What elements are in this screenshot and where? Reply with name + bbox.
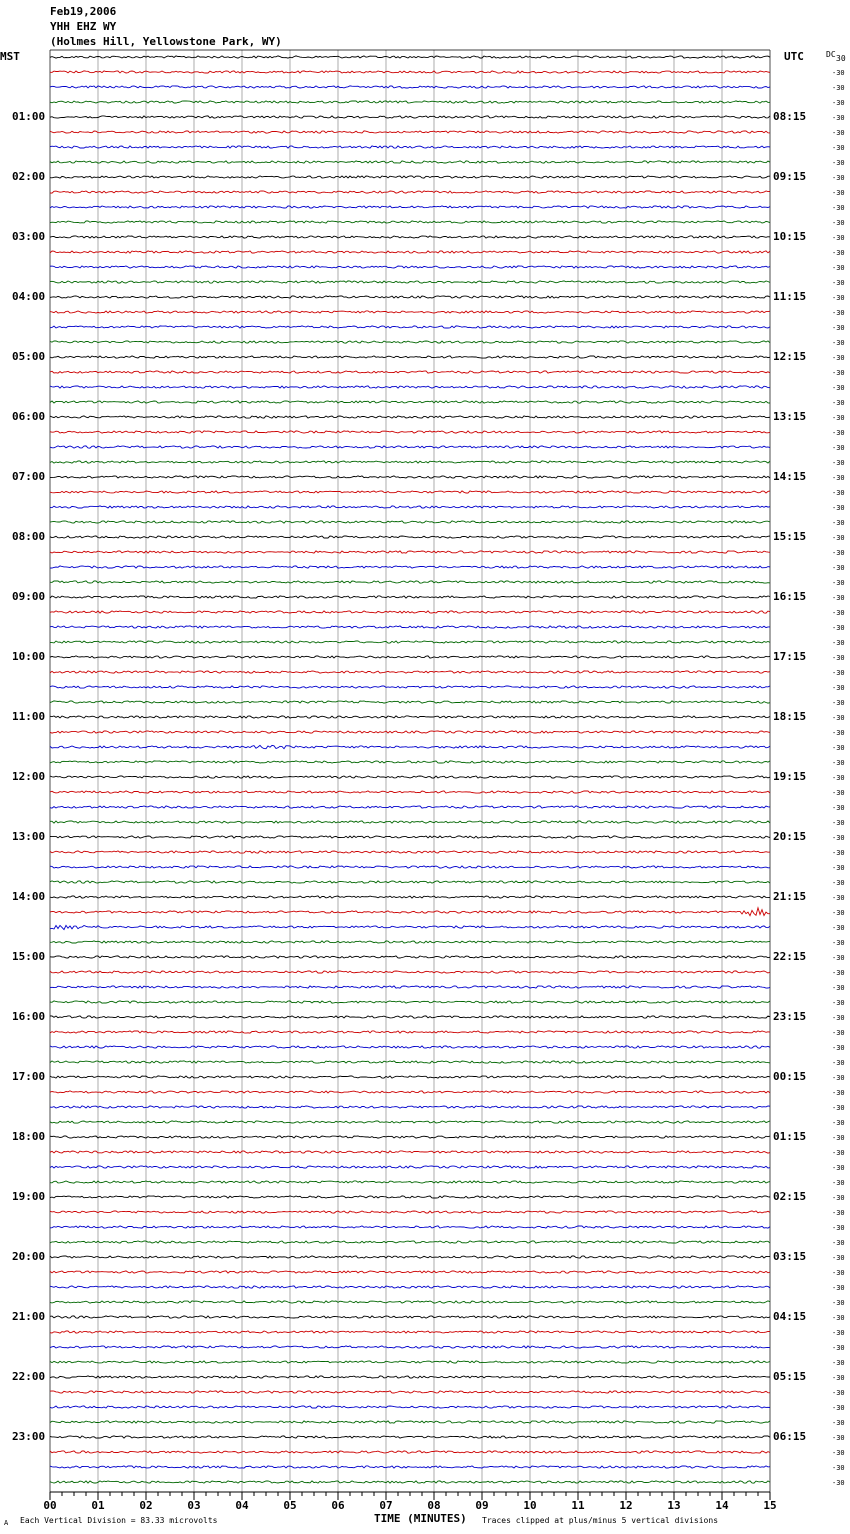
trace-offset-label: -30: [832, 1089, 845, 1097]
right-hour-label: 01:15: [773, 1130, 807, 1143]
trace-offset-label: -30: [832, 804, 845, 812]
trace-offset-label: -30: [832, 99, 845, 107]
trace-offset-label: -30: [832, 1239, 845, 1247]
trace-44: [50, 716, 770, 718]
trace-offset-label: -30: [832, 684, 845, 692]
trace-11: [50, 221, 770, 223]
trace-59: [50, 941, 770, 943]
corner-mark: A: [4, 1519, 9, 1527]
trace-35: [50, 581, 770, 583]
trace-offset-label: -30: [832, 1284, 845, 1292]
trace-80: [50, 1256, 770, 1258]
trace-offset-label: -30: [832, 1074, 845, 1082]
trace-offset-label: -30: [832, 849, 845, 857]
trace-offset-label: -30: [832, 204, 845, 212]
station-code: YHH EHZ WY: [50, 20, 117, 33]
trace-89: [50, 1391, 770, 1393]
trace-12: [50, 236, 770, 238]
trace-72: [50, 1136, 770, 1138]
x-tick-label: 04: [235, 1499, 249, 1512]
left-hour-label: 13:00: [12, 830, 46, 843]
trace-offset-label: -30: [832, 1209, 845, 1217]
right-hour-label: 03:15: [773, 1250, 807, 1263]
trace-37: [50, 611, 770, 613]
trace-33: [50, 551, 770, 553]
trace-47: [50, 761, 770, 763]
trace-77: [50, 1211, 770, 1213]
trace-offset-label: -30: [832, 534, 845, 542]
left-hour-label: 15:00: [12, 950, 46, 963]
left-hour-label: 19:00: [12, 1190, 46, 1203]
trace-85: [50, 1331, 770, 1333]
left-hour-label: 08:00: [12, 530, 46, 543]
trace-90: [50, 1406, 770, 1408]
trace-45: [50, 731, 770, 733]
right-hour-label: 21:15: [773, 890, 807, 903]
trace-offset-label: -30: [832, 789, 845, 797]
trace-31: [50, 521, 770, 523]
trace-27: [50, 461, 770, 463]
trace-95: [50, 1481, 770, 1483]
left-hour-label: 17:00: [12, 1070, 46, 1083]
left-hour-label: 03:00: [12, 230, 46, 243]
trace-23: [50, 401, 770, 403]
trace-14: [50, 266, 770, 268]
left-timezone-label: MST: [0, 50, 20, 63]
trace-offset-label: -30: [832, 1029, 845, 1037]
trace-7: [50, 161, 770, 163]
x-tick-label: 07: [379, 1499, 393, 1512]
trace-61: [50, 971, 770, 973]
x-tick-label: 02: [139, 1499, 153, 1512]
right-hour-label: 18:15: [773, 710, 807, 723]
trace-34: [50, 566, 770, 568]
trace-offset-label: -30: [832, 429, 845, 437]
left-hour-label: 06:00: [12, 410, 46, 423]
trace-78: [50, 1226, 770, 1228]
trace-74: [50, 1166, 770, 1168]
left-hour-label: 07:00: [12, 470, 46, 483]
x-tick-label: 11: [571, 1499, 585, 1512]
x-tick-label: 06: [331, 1499, 345, 1512]
trace-52: [50, 836, 770, 838]
trace-offset-label: -30: [832, 1434, 845, 1442]
right-hour-label: 12:15: [773, 350, 807, 363]
left-hour-label: 02:00: [12, 170, 46, 183]
record-date: Feb19,2006: [50, 5, 117, 18]
trace-offset-label: -30: [832, 294, 845, 302]
trace-offset-label: -30: [832, 309, 845, 317]
trace-0: [50, 56, 770, 58]
trace-40: [50, 656, 770, 658]
trace-offset-label: -30: [832, 1269, 845, 1277]
trace-5: [50, 131, 770, 133]
trace-38: [50, 626, 770, 628]
trace-offset-label: -30: [832, 1329, 845, 1337]
trace-offset-label: -30: [832, 1449, 845, 1457]
trace-42: [50, 686, 770, 688]
trace-57: [50, 908, 770, 916]
trace-offset-label: -30: [832, 114, 845, 122]
trace-offset-label: -30: [832, 1179, 845, 1187]
trace-group: [50, 56, 770, 1483]
trace-67: [50, 1061, 770, 1063]
left-hour-label: 21:00: [12, 1310, 46, 1323]
trace-64: [50, 1016, 770, 1018]
trace-86: [50, 1346, 770, 1348]
trace-offset-label: -30: [832, 969, 845, 977]
trace-71: [50, 1121, 770, 1123]
trace-offset-label: -30: [832, 924, 845, 932]
trace-46: [50, 745, 770, 748]
trace-9: [50, 191, 770, 193]
x-tick-label: 08: [427, 1499, 441, 1512]
trace-26: [50, 446, 770, 448]
trace-13: [50, 251, 770, 253]
trace-68: [50, 1076, 770, 1078]
trace-offset-label: -30: [832, 1059, 845, 1067]
trace-offset-label: -30: [832, 279, 845, 287]
trace-58: [50, 925, 770, 929]
left-hour-label: 20:00: [12, 1250, 46, 1263]
trace-offset-label: -30: [832, 654, 845, 662]
trace-offset-label: -30: [832, 1224, 845, 1232]
right-hour-label: 11:15: [773, 290, 807, 303]
trace-2: [50, 86, 770, 88]
trace-22: [50, 386, 770, 388]
time-axis: [43, 1492, 776, 1512]
trace-offset-label: -30: [832, 879, 845, 887]
left-hour-label: 18:00: [12, 1130, 46, 1143]
trace-offset-label: -30: [832, 249, 845, 257]
x-tick-label: 15: [763, 1499, 777, 1512]
trace-65: [50, 1031, 770, 1033]
left-hour-label: 12:00: [12, 770, 46, 783]
trace-63: [50, 1001, 770, 1003]
clip-note: Traces clipped at plus/minus 5 vertical divisions: [482, 1516, 719, 1525]
trace-18: [50, 326, 770, 328]
trace-offset-label: -30: [832, 819, 845, 827]
right-hour-label: 00:15: [773, 1070, 807, 1083]
trace-offset-label: -30: [832, 1404, 845, 1412]
trace-offset-label: -30: [832, 1464, 845, 1472]
trace-56: [50, 896, 770, 898]
right-hour-label: 22:15: [773, 950, 807, 963]
trace-offset-label: -30: [832, 84, 845, 92]
trace-offset-label: -30: [832, 579, 845, 587]
trace-62: [50, 986, 770, 988]
trace-offset-label: -30: [832, 609, 845, 617]
trace-92: [50, 1436, 770, 1438]
right-hour-label: 17:15: [773, 650, 807, 663]
x-tick-label: 13: [667, 1499, 681, 1512]
trace-offset-label: -30: [832, 474, 845, 482]
trace-offset-label: -30: [832, 519, 845, 527]
trace-offset-label: -30: [832, 504, 845, 512]
trace-offset-label: -30: [832, 594, 845, 602]
trace-73: [50, 1151, 770, 1153]
trace-offset-label: -30: [832, 1044, 845, 1052]
right-hour-label: 23:15: [773, 1010, 807, 1023]
trace-offset-label: -30: [832, 699, 845, 707]
trace-offset-label: -30: [832, 444, 845, 452]
trace-69: [50, 1091, 770, 1093]
trace-offset-label: -30: [832, 1299, 845, 1307]
right-hour-label: 13:15: [773, 410, 807, 423]
trace-offset-label: -30: [832, 1014, 845, 1022]
trace-offset-label: -30: [832, 564, 845, 572]
trace-32: [50, 536, 770, 538]
x-tick-label: 05: [283, 1499, 297, 1512]
left-hour-label: 05:00: [12, 350, 46, 363]
trace-70: [50, 1106, 770, 1108]
right-hour-label: 14:15: [773, 470, 807, 483]
trace-29: [50, 491, 770, 493]
trace-91: [50, 1421, 770, 1423]
x-tick-label: 01: [91, 1499, 105, 1512]
trace-offset-label: -30: [832, 1134, 845, 1142]
trace-41: [50, 671, 770, 673]
trace-16: [50, 296, 770, 298]
trace-51: [50, 821, 770, 823]
trace-81: [50, 1271, 770, 1273]
right-hour-label: 16:15: [773, 590, 807, 603]
trace-offset-label: -30: [832, 69, 845, 77]
trace-54: [50, 866, 770, 868]
trace-offset-label: -30: [832, 399, 845, 407]
trace-28: [50, 476, 770, 478]
trace-offset-label: -30: [832, 174, 845, 182]
trace-60: [50, 956, 770, 958]
trace-53: [50, 851, 770, 853]
trace-75: [50, 1181, 770, 1183]
trace-50: [50, 806, 770, 808]
trace-39: [50, 641, 770, 643]
trace-20: [50, 356, 770, 358]
right-hour-label: 06:15: [773, 1430, 807, 1443]
x-tick-label: 10: [523, 1499, 537, 1512]
trace-offset-label: -30: [832, 324, 845, 332]
trace-offset-label: -30: [832, 864, 845, 872]
x-tick-label: 09: [475, 1499, 489, 1512]
trace-17: [50, 311, 770, 313]
trace-offset-label: -30: [832, 1419, 845, 1427]
trace-offset-label: -30: [832, 714, 845, 722]
trace-offset-label: -30: [832, 1344, 845, 1352]
trace-offset-label: -30: [832, 264, 845, 272]
left-hour-label: 11:00: [12, 710, 46, 723]
trace-offset-label: -30: [832, 1389, 845, 1397]
dc-top-value: 30: [836, 54, 846, 63]
trace-offset-label: -30: [832, 909, 845, 917]
left-hour-label: 01:00: [12, 110, 46, 123]
right-hour-label: 08:15: [773, 110, 807, 123]
trace-87: [50, 1361, 770, 1363]
trace-offset-label: -30: [832, 1164, 845, 1172]
left-hour-label: 23:00: [12, 1430, 46, 1443]
trace-offset-label: -30: [832, 759, 845, 767]
trace-offset-label: -30: [832, 354, 845, 362]
trace-21: [50, 371, 770, 373]
trace-84: [50, 1316, 770, 1318]
trace-offset-label: -30: [832, 954, 845, 962]
right-hour-label: 20:15: [773, 830, 807, 843]
trace-25: [50, 431, 770, 433]
trace-offset-label: -30: [832, 549, 845, 557]
trace-offset-label: -30: [832, 639, 845, 647]
right-hour-label: 05:15: [773, 1370, 807, 1383]
trace-offset-label: -30: [832, 369, 845, 377]
trace-83: [50, 1301, 770, 1303]
trace-offset-label: -30: [832, 834, 845, 842]
right-timezone-label: UTC: [784, 50, 804, 63]
right-hour-label: 02:15: [773, 1190, 807, 1203]
trace-offset-label: -30: [832, 459, 845, 467]
right-hour-label: 04:15: [773, 1310, 807, 1323]
trace-offset-label: -30: [832, 144, 845, 152]
trace-offset-label: -30: [832, 1314, 845, 1322]
trace-offset-label: -30: [832, 624, 845, 632]
trace-93: [50, 1451, 770, 1453]
trace-43: [50, 701, 770, 703]
trace-48: [50, 776, 770, 778]
station-location: (Holmes Hill, Yellowstone Park, WY): [50, 35, 282, 48]
trace-offset-label: -30: [832, 189, 845, 197]
trace-94: [50, 1466, 770, 1468]
trace-offset-label: -30: [832, 129, 845, 137]
right-hour-label: 10:15: [773, 230, 807, 243]
trace-offset-label: -30: [832, 489, 845, 497]
x-tick-label: 12: [619, 1499, 633, 1512]
trace-offset-label: -30: [832, 999, 845, 1007]
trace-offset-label: -30: [832, 939, 845, 947]
left-hour-label: 04:00: [12, 290, 46, 303]
trace-15: [50, 281, 770, 283]
trace-offset-label: -30: [832, 234, 845, 242]
trace-8: [50, 176, 770, 178]
trace-3: [50, 101, 770, 103]
trace-66: [50, 1046, 770, 1048]
trace-offset-label: -30: [832, 1359, 845, 1367]
x-tick-label: 14: [715, 1499, 729, 1512]
trace-offset-label: -30: [832, 669, 845, 677]
trace-offset-label: -30: [832, 1479, 845, 1487]
right-hour-label: 09:15: [773, 170, 807, 183]
left-hour-label: 16:00: [12, 1010, 46, 1023]
trace-36: [50, 596, 770, 598]
right-hour-label: 19:15: [773, 770, 807, 783]
trace-offset-label: -30: [832, 219, 845, 227]
x-axis-label: TIME (MINUTES): [374, 1512, 467, 1525]
trace-30: [50, 506, 770, 508]
trace-6: [50, 146, 770, 148]
trace-offset-label: -30: [832, 744, 845, 752]
trace-offset-label: -30: [832, 774, 845, 782]
trace-offset-label: -30: [832, 384, 845, 392]
trace-82: [50, 1286, 770, 1288]
trace-offset-label: -30: [832, 1374, 845, 1382]
dc-offset-labels: [832, 69, 845, 1487]
trace-88: [50, 1376, 770, 1378]
trace-offset-label: -30: [832, 894, 845, 902]
trace-1: [50, 71, 770, 73]
trace-offset-label: -30: [832, 984, 845, 992]
right-hour-label: 15:15: [773, 530, 807, 543]
left-hour-label: 10:00: [12, 650, 46, 663]
trace-offset-label: -30: [832, 1194, 845, 1202]
trace-offset-label: -30: [832, 339, 845, 347]
x-tick-label: 00: [43, 1499, 57, 1512]
trace-49: [50, 791, 770, 793]
left-hour-label: 09:00: [12, 590, 46, 603]
trace-19: [50, 341, 770, 343]
trace-55: [50, 881, 770, 883]
trace-10: [50, 206, 770, 208]
left-hour-label: 22:00: [12, 1370, 46, 1383]
trace-76: [50, 1196, 770, 1198]
scale-note: Each Vertical Division = 83.33 microvolts: [20, 1516, 218, 1525]
trace-offset-label: -30: [832, 1254, 845, 1262]
trace-offset-label: -30: [832, 159, 845, 167]
trace-offset-label: -30: [832, 1149, 845, 1157]
left-hour-label: 14:00: [12, 890, 46, 903]
x-tick-label: 03: [187, 1499, 201, 1512]
dc-label: DC: [826, 50, 836, 59]
trace-offset-label: -30: [832, 1119, 845, 1127]
trace-offset-label: -30: [832, 414, 845, 422]
trace-24: [50, 416, 770, 418]
trace-offset-label: -30: [832, 1104, 845, 1112]
trace-offset-label: -30: [832, 729, 845, 737]
trace-79: [50, 1241, 770, 1243]
trace-4: [50, 116, 770, 118]
